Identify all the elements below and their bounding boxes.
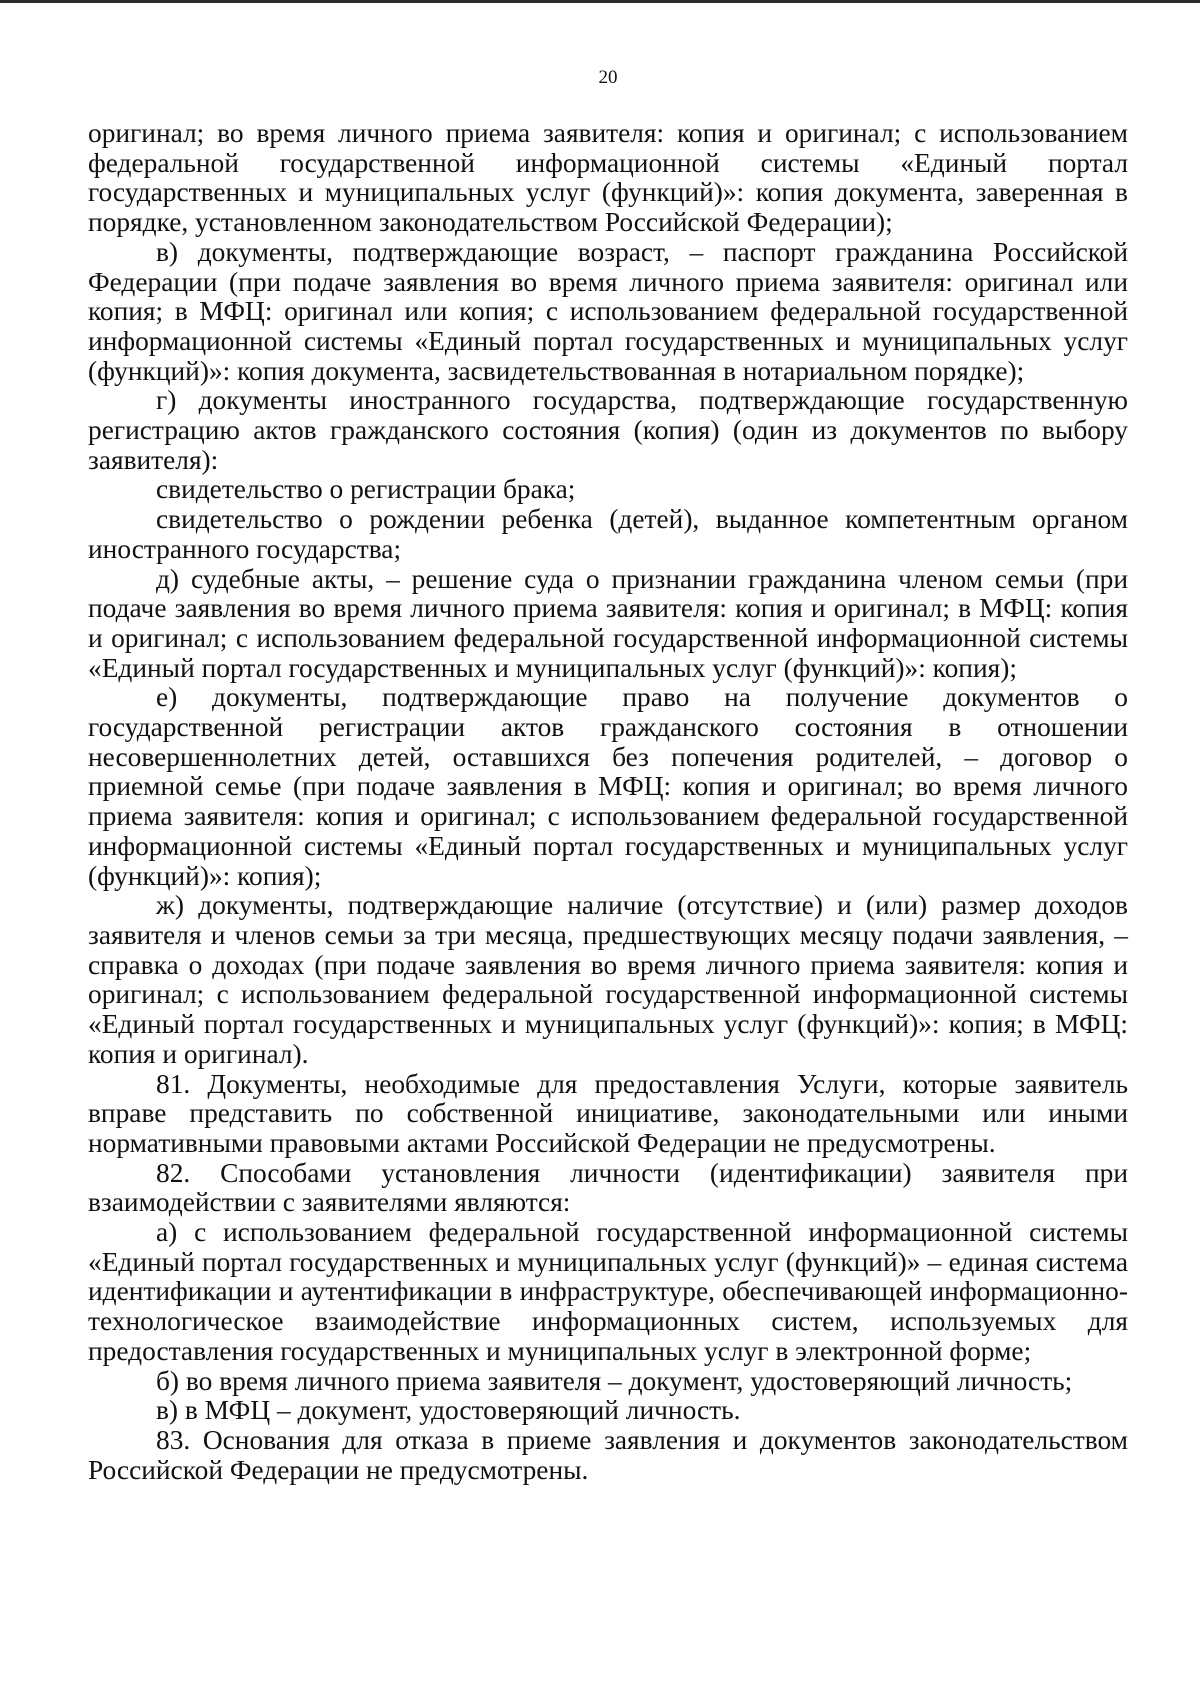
paragraph-item-d-court-acts: д) судебные акты, – решение суда о признании гражданина членом семьи (при подаче заявления во время личного приема заявителя: копия и оригинал; в МФЦ: копия и оригинал; с использованием федеральной государственной информационной системы «Единый портал государственных и муниципальных услуг (функций)»: копия); <box>88 563 1128 683</box>
paragraph-continuation: оригинал; во время личного приема заявителя: копия и оригинал; с использованием федеральной государственной информационной системы «Единый портал государственных и муниципальных услуг (функций)»: копия документа, заверенная в порядке, установленном законодательством Российской Федерации); <box>88 118 1128 238</box>
paragraph-clause-82: 82. Способами установления личности (идентификации) заявителя при взаимодействии с заявителями являются: <box>88 1157 1128 1218</box>
paragraph-clause-81: 81. Документы, необходимые для предоставления Услуги, которые заявитель вправе представить по собственной инициативе, законодательными или иными нормативными правовыми актами Российской Федерации не предусмотрены. <box>88 1068 1128 1158</box>
paragraph-item-zh-income-documents: ж) документы, подтверждающие наличие (отсутствие) и (или) размер доходов заявителя и членов семьи за три месяца, предшествующих месяцу подачи заявления, – справка о доходах (при подаче заявления во время личного приема заявителя: копия и оригинал; с использованием федеральной государственной информационной системы «Единый портал государственных и муниципальных услуг (функций)»: копия; в МФЦ: копия и оригинал). <box>88 890 1128 1069</box>
top-border-line <box>0 0 1200 3</box>
paragraph-item-v-age-documents: в) документы, подтверждающие возраст, – паспорт гражданина Российской Федерации (при подаче заявления во время личного приема заявителя: оригинал или копия; в МФЦ: оригинал или копия; с использованием федеральной государственной информационной системы «Единый портал государственных и муниципальных услуг (функций)»: копия документа, засвидетельствованная в нотариальном порядке); <box>88 236 1128 386</box>
paragraph-clause-83: 83. Основания для отказа в приеме заявления и документов законодательством Российской Федерации не предусмотрены. <box>88 1424 1128 1485</box>
document-page <box>88 66 1128 1485</box>
paragraph-clause-82-item-v: в) в МФЦ – документ, удостоверяющий личность. <box>156 1395 741 1426</box>
paragraph-marriage-certificate: свидетельство о регистрации брака; <box>156 474 576 505</box>
paragraph-birth-certificate: свидетельство о рождении ребенка (детей), выданное компетентным органом иностранного государства; <box>88 504 1128 564</box>
paragraph-item-e-foster-documents: е) документы, подтверждающие право на получение документов о государственной регистрации актов гражданского состояния в отношении несовершеннолетних детей, оставшихся без попечения родителей, – договор о приемной семье (при подаче заявления в МФЦ: копия и оригинал; во время личного приема заявителя: копия и оригинал; с использованием федеральной государственной информационной системы «Единый портал государственных и муниципальных услуг (функций)»: копия); <box>88 682 1128 891</box>
paragraph-clause-82-item-a: а) с использованием федеральной государственной информационной системы «Единый портал государственных и муниципальных услуг (функций)» – единая система идентификации и аутентификации в инфраструктуре, обеспечивающей информационно-технологическое взаимодействие информационных систем, используемых для предоставления государственных и муниципальных услуг в электронной форме; <box>88 1217 1128 1366</box>
paragraph-clause-82-item-b: б) во время личного приема заявителя – документ, удостоверяющий личность; <box>156 1365 1073 1396</box>
paragraph-item-g-foreign-documents: г) документы иностранного государства, подтверждающие государственную регистрацию актов гражданского состояния (копия) (один из документов по выбору заявителя): <box>88 385 1128 475</box>
page-number: 20 <box>598 67 618 88</box>
